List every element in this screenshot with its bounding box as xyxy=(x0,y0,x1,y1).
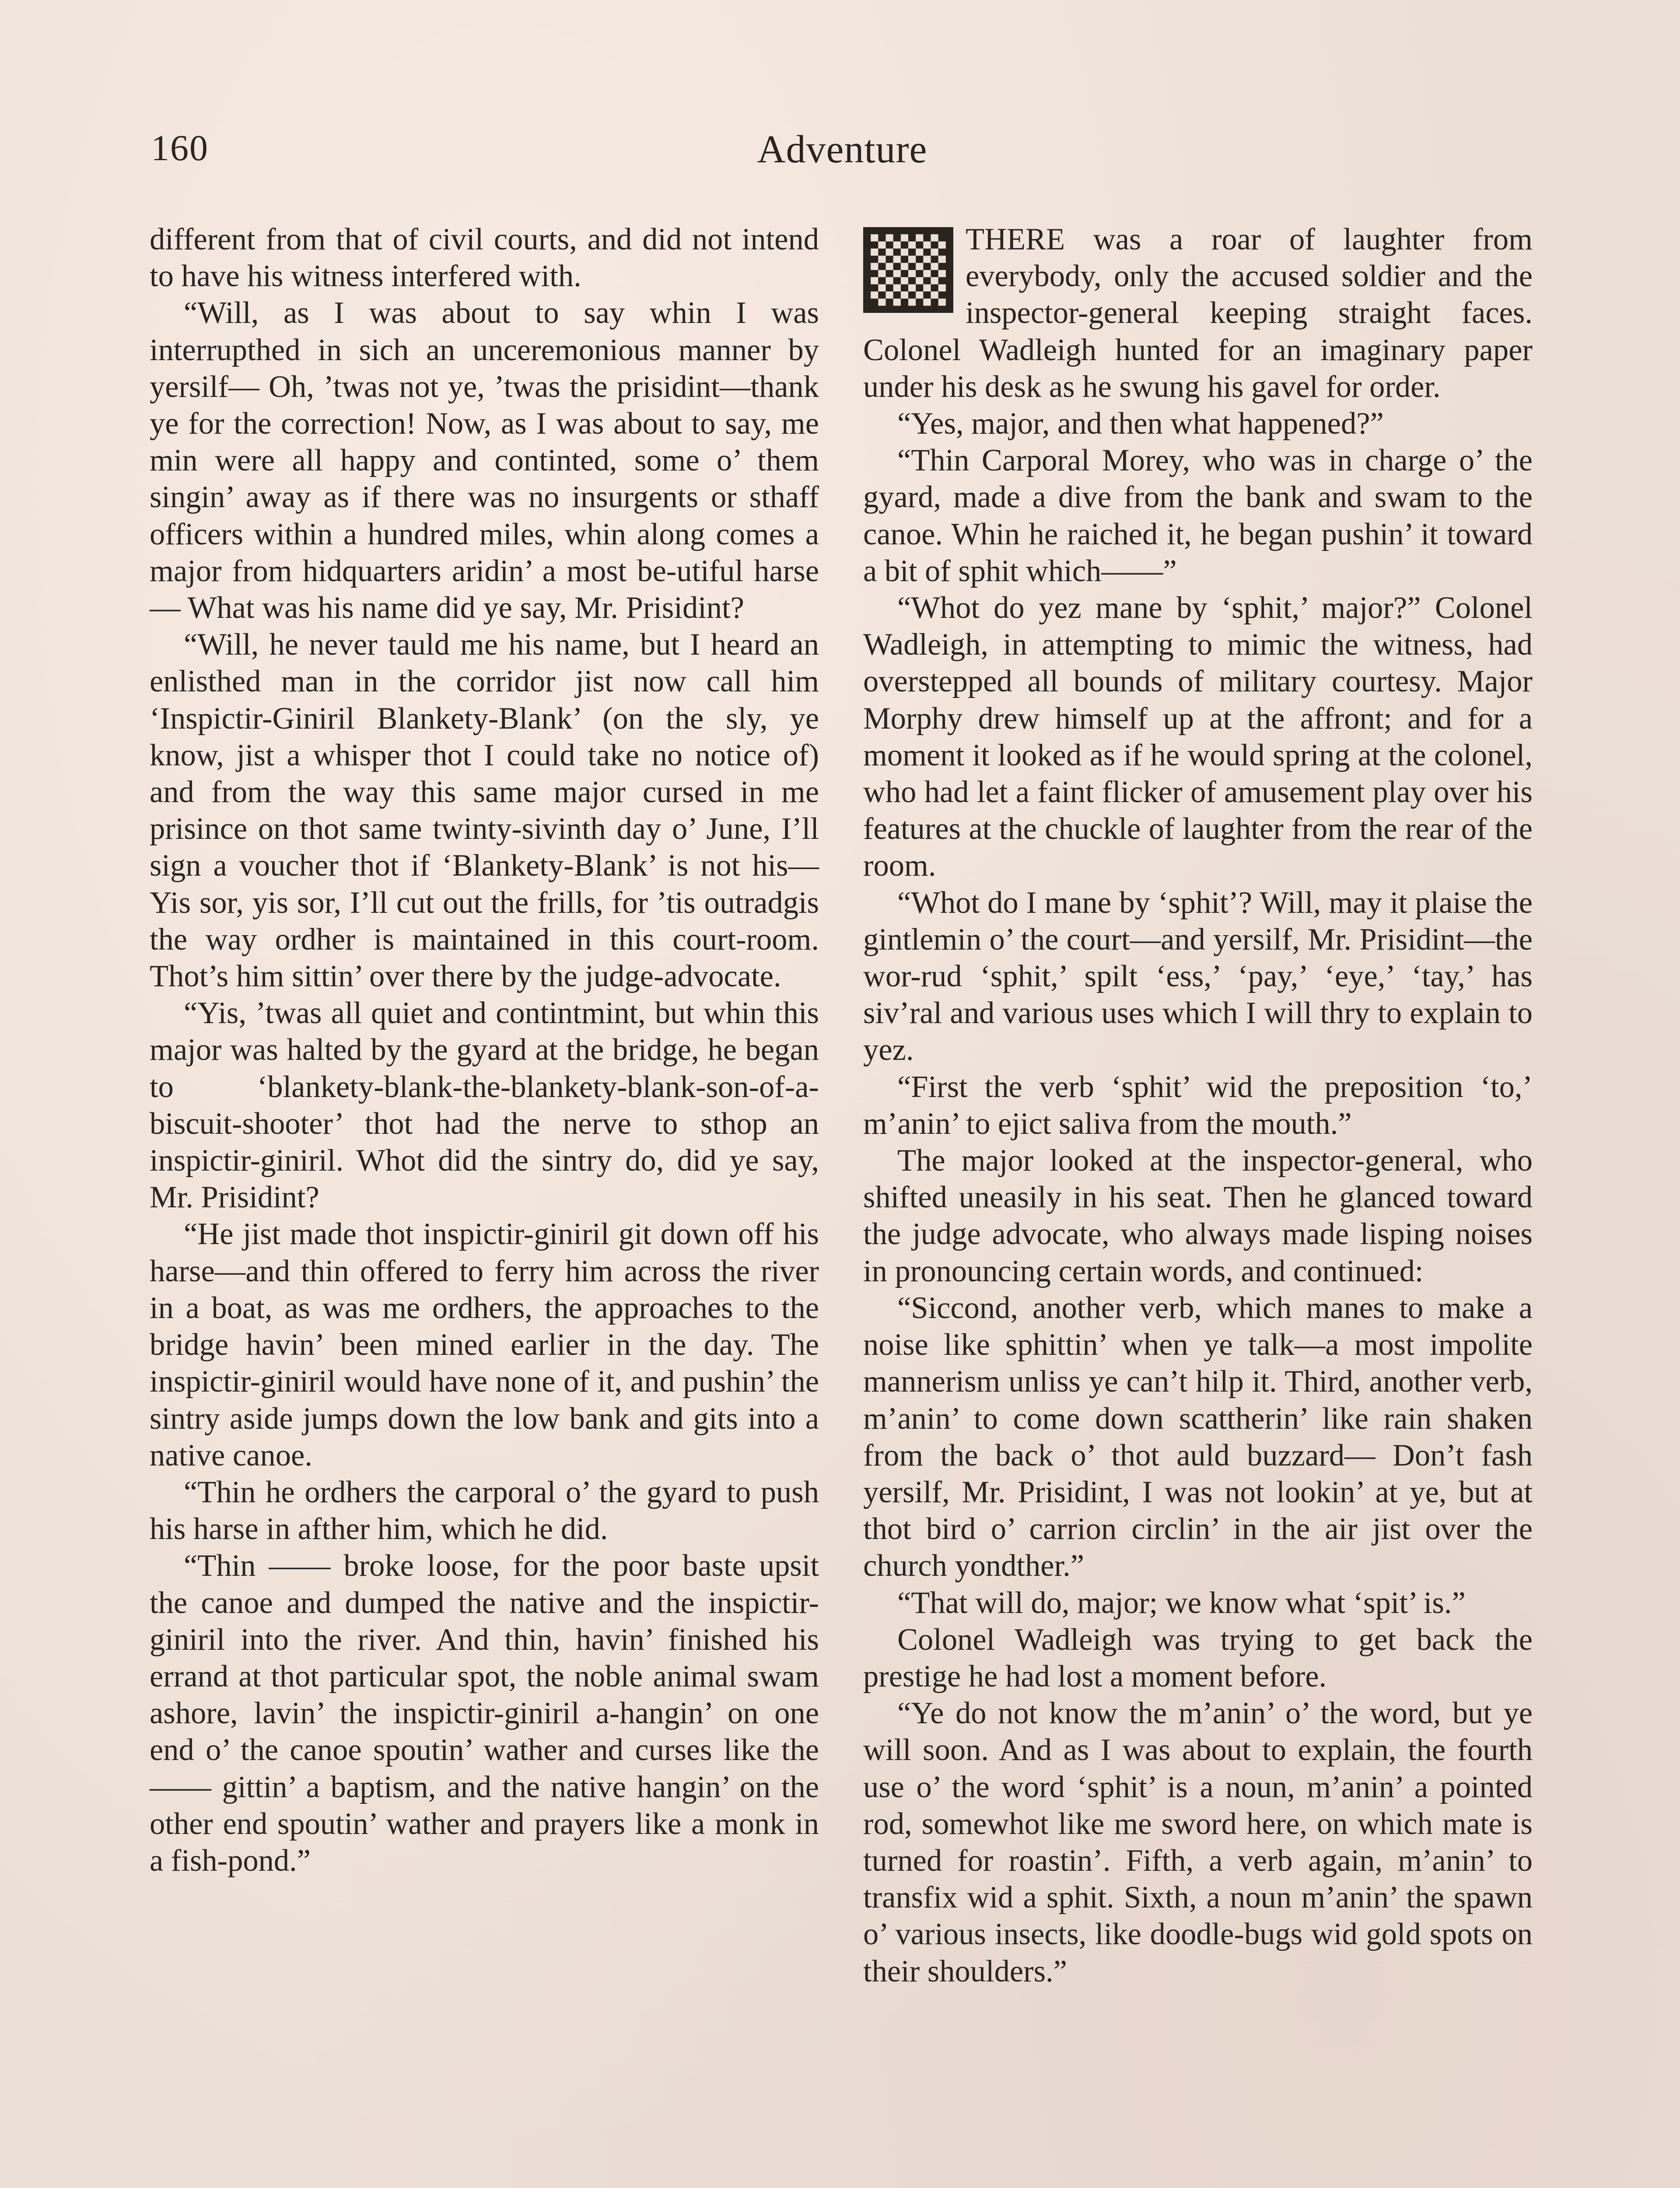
left-column xyxy=(150,221,819,1879)
paragraph: Colonel Wadleigh was trying to get back the prestige he had lost a moment before. xyxy=(863,1622,1533,1694)
paragraph: “First the verb ‘sphit’ wid the preposition ‘to,’ m’anin’ to ejict saliva from the mouth.” xyxy=(863,1069,1533,1141)
paragraph: “Ye do not know the m’anin’ o’ the word, but ye will soon. And as I was about to explain, the fourth use o’ the word ‘sphit’ is a noun, m’anin’ a pointed rod, somewhot like me sword here, on which mate is turned for roastin’. Fifth, a verb again, m’anin’ to transfix wid a sphit. Sixth, a noun m’anin’ the spawn o’ various insects, like doodle-bugs wid gold spots on their shoulders.” xyxy=(863,1696,1533,1988)
paragraph: “Thin Carporal Morey, who was in charge o’ the gyard, made a dive from the bank and swam to the canoe. Whin he raiched it, he began pushin’ it toward a bit of sphit which——” xyxy=(863,443,1533,588)
page-number: 160 xyxy=(151,128,209,168)
paragraph: “Yes, major, and then what happened?” xyxy=(897,407,1384,441)
running-title: Adventure xyxy=(757,128,928,171)
paragraph: “He jist made thot inspictir-giniril git down off his harse—and thin offered to ferry him across the river in a boat, as was me ordhers, the approaches to the bridge havin’ been mined earlier in the day. The inspictir-giniril would have none of it, and pushin’ the sintry aside jumps down the low bank and gits into a native canoe. xyxy=(150,1217,819,1473)
right-column xyxy=(863,221,1533,1990)
paragraph: “Whot do yez mane by ‘sphit,’ major?” Colonel Wadleigh, in attempting to mimic the witness, had overstepped all bounds of military courtesy. Major Morphy drew himself up at the affront; and for a moment it looked as if he would spring at the colonel, who had let a faint flicker of amusement play over his features at the chuckle of laughter from the rear of the room. xyxy=(863,591,1533,883)
checkered-ornament-icon xyxy=(863,227,953,313)
paragraph: “Whot do I mane by ‘sphit’? Will, may it plaise the gintlemin o’ the court—and yersilf, Mr. Prisidint—the wor-rud ‘sphit,’ spilt ‘ess,’ ‘pay,’ ‘eye,’ ‘tay,’ has siv’ral and various uses which I will thry to explain to yez. xyxy=(863,885,1533,1067)
opening-block xyxy=(863,221,1533,405)
paragraph: different from that of civil courts, and did not intend to have his witness interfered with. xyxy=(150,222,819,294)
paragraph: “Siccond, another verb, which manes to make a noise like sphittin’ when ye talk—a most impolite mannerism unliss ye can’t hilp it. Third, another verb, m’anin’ to come down scattherin’ like rain shaken from the back o’ thot auld buzzard— Don’t fash yersilf, Mr. Prisidint, I was not lookin’ at ye, but at thot bird o’ carrion circlin’ in the air jist over the church yondther.” xyxy=(863,1290,1533,1583)
paragraph: The major looked at the inspector-general, who shifted uneasily in his seat. Then he glanced toward the judge advocate, who always made lisping noises in pronouncing certain words, and continued: xyxy=(863,1143,1533,1288)
paragraph: “Will, as I was about to say whin I was interrupthed in sich an unceremonious manner by yersilf— Oh, ’twas not ye, ’twas the prisidint—thank ye for the correction! Now, as I was about to say, me min were all happy and continted, some o’ them singin’ away as if there was no insurgents or sthaff officers within a hundred miles, whin along comes a major from hidquarters aridin’ a most be-utiful harse— What was his name did ye say, Mr. Prisidint? xyxy=(150,296,819,625)
paragraph: “Will, he never tauld me his name, but I heard an enlisthed man in the corridor jist now call him ‘Inspictir-Giniril Blankety-Blank’ (on the sly, ye know, jist a whisper thot I could take no notice of) and from the way this same major cursed in me prisince on thot same twinty-sivinth day o’ June, I’ll sign a voucher thot if ‘Blankety-Blank’ is not his— Yis sor, yis sor, I’ll cut out the frills, for ’tis outradgis the way ordher is maintained in this court-room. Thot’s him sittin’ over there by the judge-advocate. xyxy=(150,628,819,994)
paragraph: “Yis, ’twas all quiet and contintmint, but whin this major was halted by the gyard at the bridge, he began to ‘blankety-blank-the-blankety-blank-son-of-a-biscuit-shooter’ thot had the nerve to sthop an inspictir-giniril. Whot did the sintry do, did ye say, Mr. Prisidint? xyxy=(150,996,819,1215)
opening-paragraph: THERE was a roar of laughter from everybody, only the accused soldier and the inspector-general keeping straight faces. Colonel Wadleigh hunted for an imaginary paper under his desk as he swung his gavel for order. xyxy=(863,222,1533,404)
paragraph: “Thin —— broke loose, for the poor baste upsit the canoe and dumped the native and the inspictir-giniril into the river. And thin, havin’ finished his errand at thot particular spot, the noble animal swam ashore, lavin’ the inspictir-giniril a-hangin’ on one end o’ the canoe spoutin’ wather and curses like the —— gittin’ a baptism, and the native hangin’ on the other end spoutin’ wather and prayers like a monk in a fish-pond.” xyxy=(150,1549,819,1878)
page-header xyxy=(151,127,1533,179)
paragraph: “Thin he ordhers the carporal o’ the gyard to push his harse in afther him, which he did. xyxy=(150,1475,819,1546)
paragraph: “That will do, major; we know what ‘spit’ is.” xyxy=(897,1585,1466,1620)
